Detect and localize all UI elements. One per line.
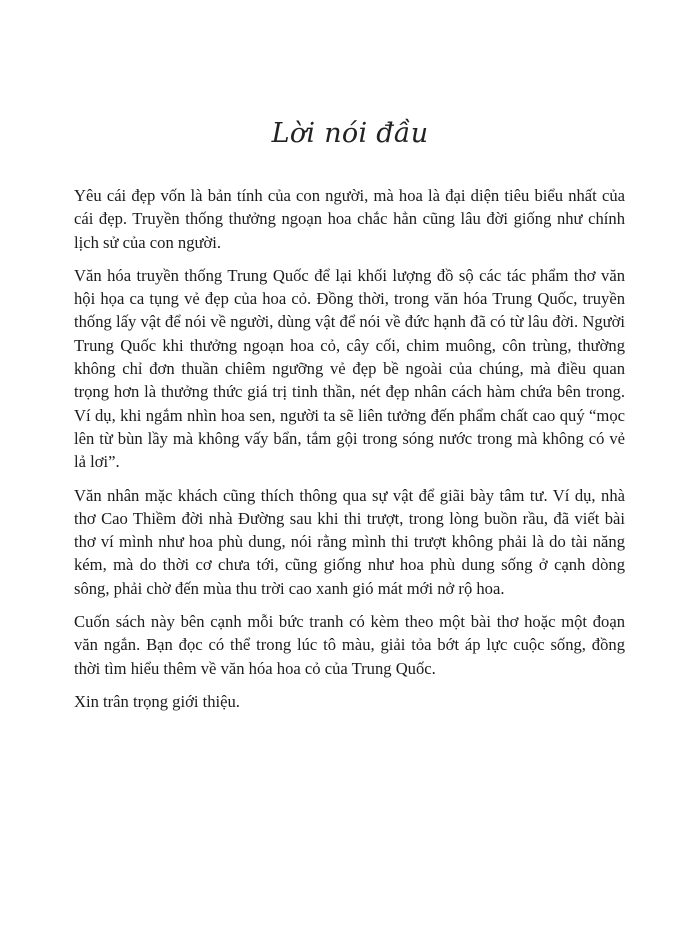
paragraph-3: Văn nhân mặc khách cũng thích thông qua sự vật để giãi bày tâm tư. Ví dụ, nhà thơ Cao Thiềm đời nhà Đường sau khi thi trượt, trong lòng buồn rầu, đã viết bài thơ ví mình như hoa phù dung, nói rằng mình thi trượt không phải là do tài năng kém, mà do thời cơ chưa tới, cũng giống như hoa phù dung sống ở cạnh dòng sông, phải chờ đến mùa thu trời cao xanh gió mát mới nở rộ hoa. xyxy=(74,485,625,598)
paragraph-2: Văn hóa truyền thống Trung Quốc để lại khối lượng đồ sộ các tác phẩm thơ văn hội họa ca tụng vẻ đẹp của hoa cỏ. Đồng thời, trong văn hóa Trung Quốc, truyền thống lấy vật để nói về người, dùng vật để nói về đức hạnh đã có từ lâu đời. Người Trung Quốc khi thưởng ngoạn hoa cỏ, cây cối, chim muông, côn trùng, thường không chỉ đơn thuần chiêm ngưỡng vẻ đẹp bề ngoài của chúng, mà điều quan trọng hơn là thưởng thức giá trị tinh thần, nét đẹp nhân cách hàm chứa bên trong. Ví dụ, khi ngắm nhìn hoa sen, người ta sẽ liên tưởng đến phẩm chất cao quý “mọc lên từ bùn lầy mà không vấy bẩn, tắm gội trong sóng nước trong mà không có vẻ lả lơi”. xyxy=(74,265,625,472)
paragraph-4: Cuốn sách này bên cạnh mỗi bức tranh có kèm theo một bài thơ hoặc một đoạn văn ngắn. Bạn đọc có thể trong lúc tô màu, giải tỏa bớt áp lực cuộc sống, đồng thời tìm hiểu thêm về văn hóa hoa cỏ của Trung Quốc. xyxy=(74,612,625,678)
paragraph-5: Xin trân trọng giới thiệu. xyxy=(74,691,240,711)
preface-body xyxy=(74,184,625,713)
page-title: Lời nói đầu xyxy=(271,118,429,149)
paragraph-1: Yêu cái đẹp vốn là bản tính của con người, mà hoa là đại diện tiêu biểu nhất của cái đẹp. Truyền thống thưởng ngoạn hoa chắc hẳn cũng lâu đời giống như chính lịch sử của con người. xyxy=(74,186,625,252)
